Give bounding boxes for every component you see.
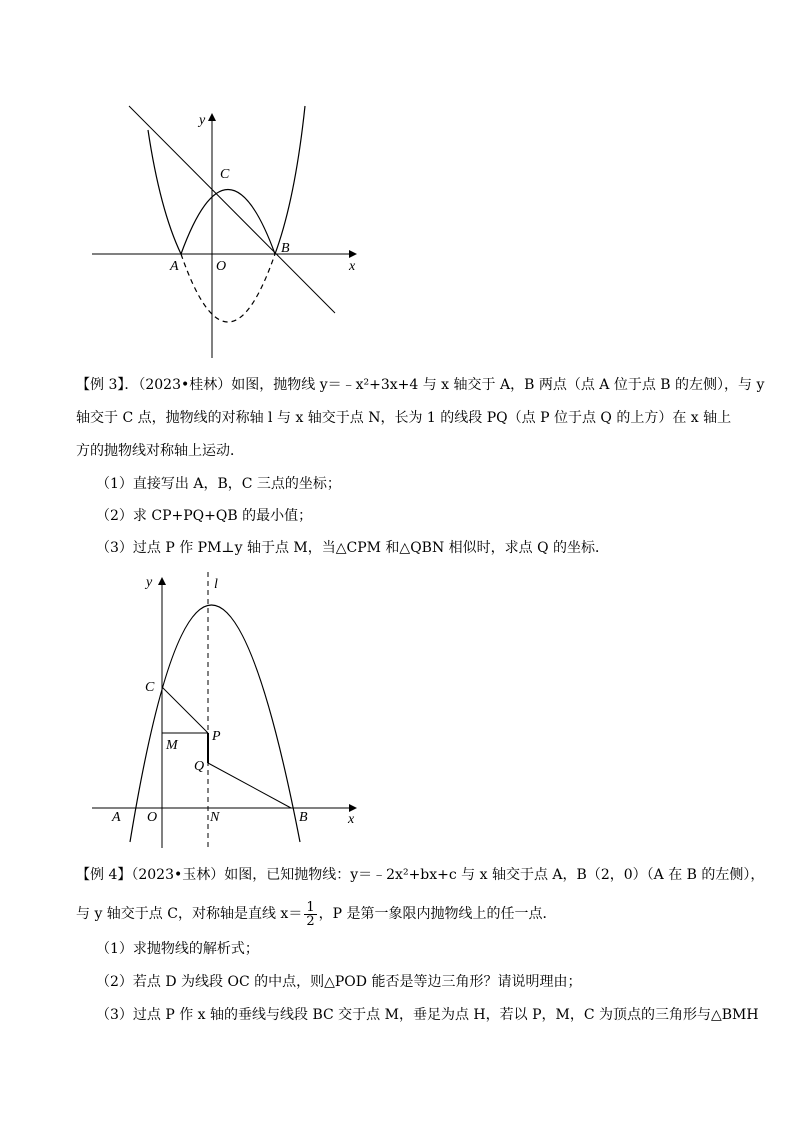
- label-x: x: [349, 259, 356, 274]
- example-4-question-3: （3）过点 P 作 x 轴的垂线与线段 BC 交于点 M，垂足为点 H，若以 P，M，C 为顶点的三角形与△BMH: [96, 1007, 759, 1023]
- label-c: C: [220, 167, 230, 182]
- example-3-line-1: 【例 3】．（2023•桂林）如图，抛物线 y＝﹣x²+3x+4 与 x 轴交于 A，B 两点（点 A 位于点 B 的左侧），与 y: [76, 377, 765, 393]
- label-n: N: [210, 810, 220, 825]
- label-y: y: [146, 575, 153, 590]
- label-b: B: [299, 810, 308, 825]
- figure-2-graph: [88, 568, 373, 853]
- example-4-line-2-start: 与 y 轴交于点 C，对称轴是直线 x＝: [76, 906, 303, 922]
- label-a: A: [112, 810, 121, 825]
- segment-cp: [162, 687, 208, 733]
- example-4-line-2: [76, 899, 556, 929]
- fraction-one-half: [304, 901, 316, 928]
- example-3-line-3: 方的抛物线对称轴上运动．: [76, 443, 244, 459]
- label-y: y: [199, 113, 206, 128]
- label-x: x: [348, 812, 355, 827]
- upward-parabola-right-branch: [275, 106, 305, 254]
- fraction-numerator: 1: [306, 899, 315, 915]
- label-b: B: [281, 241, 290, 256]
- example-4-line-1: 【例 4】（2023•玉林）如图，已知抛物线：y＝﹣2x²+bx+c 与 x 轴交于点 A，B（2，0）（A 在 B 的左侧），: [76, 867, 765, 883]
- label-a: A: [170, 259, 179, 274]
- example-3-question-3: （3）过点 P 作 PM⊥y 轴于点 M，当△CPM 和△QBN 相似时，求点 Q 的坐标．: [96, 540, 610, 556]
- upward-parabola-dashed-bottom: [181, 254, 275, 322]
- label-l: l: [214, 577, 218, 592]
- label-m: M: [166, 738, 178, 753]
- segment-qb: [208, 763, 291, 808]
- label-q: Q: [194, 759, 205, 774]
- figure-1-graph: [85, 100, 375, 365]
- label-o: O: [147, 810, 158, 825]
- downward-parabola-arch: [181, 190, 275, 255]
- label-o: O: [216, 259, 227, 274]
- parabola: [130, 605, 300, 842]
- example-3-question-2: （2）求 CP+PQ+QB 的最小值；: [96, 508, 313, 524]
- upward-parabola-left-branch: [148, 130, 181, 254]
- example-4-line-2-end: ，P 是第一象限内抛物线上的任一点．: [318, 906, 557, 922]
- label-p: P: [212, 729, 221, 744]
- example-4-question-2: （2）若点 D 为线段 OC 的中点，则△POD 能否是等边三角形？请说明理由；: [96, 974, 582, 990]
- label-c: C: [145, 680, 155, 695]
- example-3-line-2: 轴交于 C 点，抛物线的对称轴 l 与 x 轴交于点 N，长为 1 的线段 PQ（点 P 位于点 Q 的上方）在 x 轴上: [76, 410, 732, 426]
- fraction-denominator: 2: [306, 913, 315, 929]
- example-4-question-1: （1）求抛物线的解析式；: [96, 941, 259, 957]
- line-through-c-and-b: [129, 106, 335, 313]
- example-3-question-1: （1）直接写出 A，B，C 三点的坐标；: [96, 476, 341, 492]
